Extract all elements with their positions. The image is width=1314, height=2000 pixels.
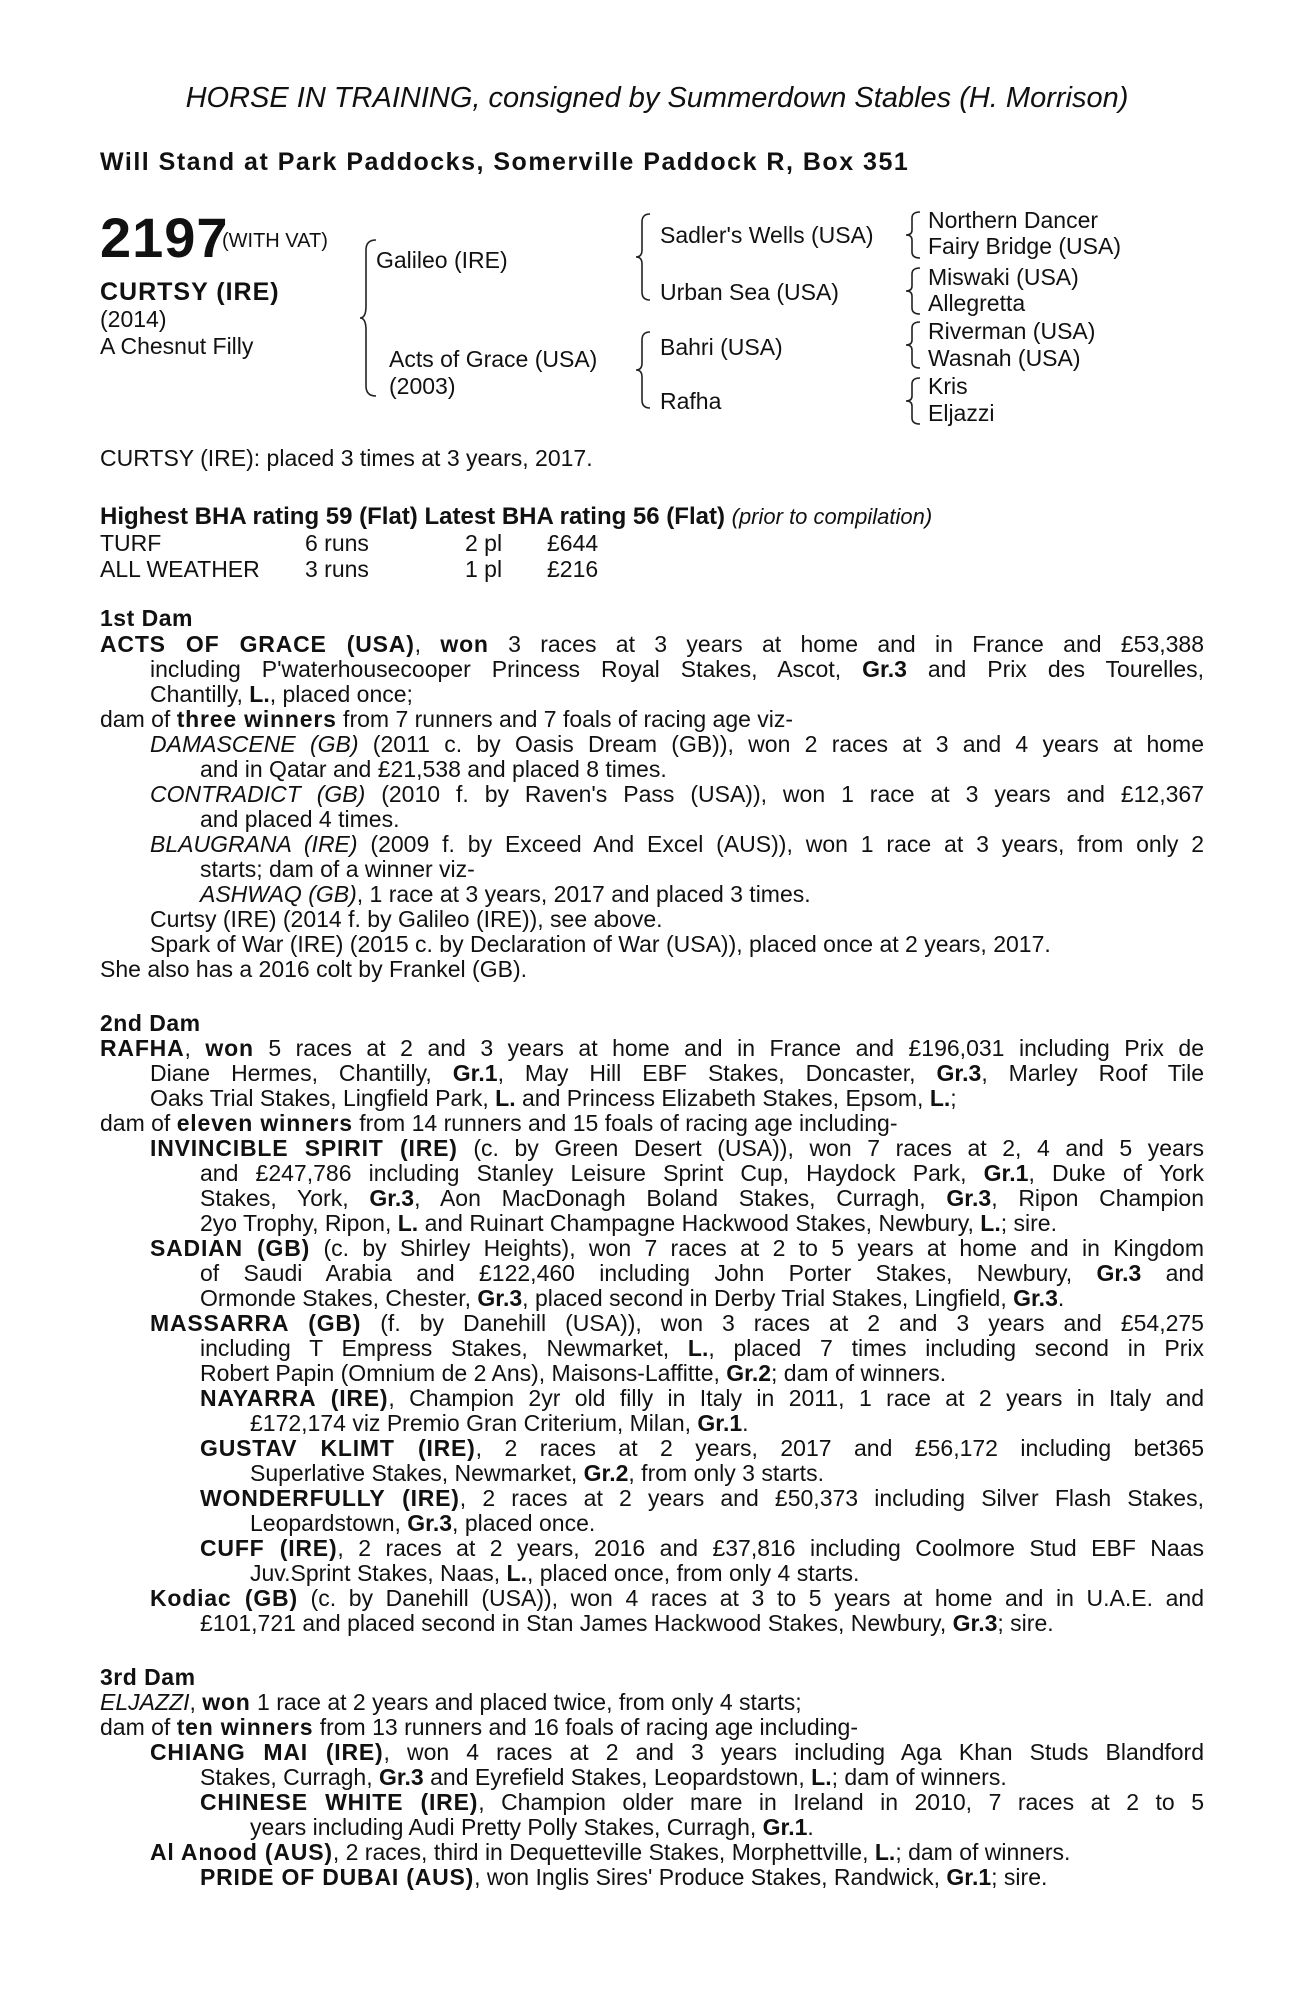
third-dam-line: Al Anood (AUS), 2 races, third in Dequetteville Stakes, Morphettville, L.; dam of winners. [150, 1839, 1071, 1865]
bha-ratings [100, 503, 932, 531]
pedigree-brace-3b [906, 266, 922, 316]
bha-ratings-note: (prior to compilation) [731, 504, 933, 529]
first-dam-line: ASHWAQ (GB), 1 race at 3 years, 2017 and placed 3 times. [200, 881, 811, 907]
second-dam-line: GUSTAV KLIMT (IRE), 2 races at 2 years, 2017 and £56,172 including bet365 [200, 1435, 1205, 1461]
second-dam-line: £101,721 and placed second in Stan James Hackwood Stakes, Newbury, Gr.3; sire. [200, 1610, 1054, 1636]
second-dam-line: WONDERFULLY (IRE), 2 races at 2 years and £50,373 including Silver Flash Stakes, [200, 1485, 1204, 1511]
first-dam-line: Spark of War (IRE) (2015 c. by Declaration of War (USA)), placed once at 2 years, 2017. [150, 931, 1051, 957]
pedigree-dam-sire: Bahri (USA) [660, 334, 783, 360]
third-dam-line: PRIDE OF DUBAI (AUS), won Inglis Sires' Produce Stakes, Randwick, Gr.1; sire. [200, 1864, 1048, 1890]
second-dam-line: MASSARRA (GB) (f. by Danehill (USA)), won 3 races at 2 and 3 years and £54,275 [150, 1310, 1204, 1336]
horse-year: (2014) [100, 306, 167, 332]
second-dam-line: Stakes, York, Gr.3, Aon MacDonagh Boland Stakes, Curragh, Gr.3, Ripon Champion [200, 1185, 1204, 1211]
pedigree-brace-3c [906, 320, 922, 370]
second-dam-line: SADIAN (GB) (c. by Shirley Heights), won 7 races at 2 to 5 years at home and in Kingdom [150, 1235, 1204, 1261]
record-surface: TURF [100, 530, 162, 556]
first-dam-line: CONTRADICT (GB) (2010 f. by Raven's Pass (USA)), won 1 race at 3 years and £12,367 [150, 781, 1204, 807]
third-dam-title: 3rd Dam [100, 1664, 196, 1690]
second-dam-line: dam of eleven winners from 14 runners and 15 foals of racing age including- [100, 1110, 898, 1136]
pedigree-brace-3d [906, 376, 922, 426]
first-dam-line: She also has a 2016 colt by Frankel (GB). [100, 956, 527, 982]
consignment-header: HORSE IN TRAINING, consigned by Summerdown Stables (H. Morrison) [185, 82, 1129, 114]
bha-ratings-text: Highest BHA rating 59 (Flat) Latest BHA rating 56 (Flat) [100, 503, 725, 530]
pedigree-dam: Acts of Grace (USA) [389, 346, 598, 372]
pedigree-g5: Riverman (USA) [928, 318, 1096, 344]
pedigree-sire-sire: Sadler's Wells (USA) [660, 222, 874, 248]
record-runs: 6 runs [305, 530, 369, 556]
first-dam-line: including P'waterhousecooper Princess Royal Stakes, Ascot, Gr.3 and Prix des Tourelles, [150, 656, 1204, 682]
first-dam-line: ACTS OF GRACE (USA), won 3 races at 3 years at home and in France and £53,388 [100, 631, 1205, 657]
first-dam-line: DAMASCENE (GB) (2011 c. by Oasis Dream (GB)), won 2 races at 3 and 4 years at home [150, 731, 1204, 757]
pedigree-brace-3a [906, 210, 922, 260]
lot-number: 2197 [100, 206, 229, 269]
first-dam-line: Curtsy (IRE) (2014 f. by Galileo (IRE)), see above. [150, 906, 663, 932]
pedigree-dam-dam: Rafha [660, 388, 722, 414]
second-dam-line: Ormonde Stakes, Chester, Gr.3, placed second in Derby Trial Stakes, Lingfield, Gr.3. [200, 1285, 1065, 1311]
second-dam-line: Diane Hermes, Chantilly, Gr.1, May Hill EBF Stakes, Doncaster, Gr.3, Marley Roof Tile [150, 1060, 1204, 1086]
second-dam-line: Superlative Stakes, Newmarket, Gr.2, from only 3 starts. [250, 1460, 824, 1486]
pedigree-sire-dam: Urban Sea (USA) [660, 279, 839, 305]
second-dam-line: Kodiac (GB) (c. by Danehill (USA)), won 4 races at 3 to 5 years at home and in U.A.E. and [150, 1585, 1204, 1611]
first-dam-line: and placed 4 times. [200, 806, 400, 832]
third-dam-line: ELJAZZI, won 1 race at 2 years and placed twice, from only 4 starts; [100, 1689, 802, 1715]
second-dam-line: £172,174 viz Premio Gran Criterium, Milan, Gr.1. [250, 1410, 749, 1436]
stand-location: Will Stand at Park Paddocks, Somerville Paddock R, Box 351 [100, 148, 910, 176]
second-dam-line: and £247,786 including Stanley Leisure Sprint Cup, Haydock Park, Gr.1, Duke of York [200, 1160, 1204, 1186]
second-dam-line: RAFHA, won 5 races at 2 and 3 years at home and in France and £196,031 including Prix de [100, 1035, 1204, 1061]
pedigree-g7: Kris [928, 373, 968, 399]
record-runs: 3 runs [305, 556, 369, 582]
pedigree-brace-2a [636, 212, 652, 302]
first-dam-line: Chantilly, L., placed once; [150, 681, 413, 707]
race-summary: CURTSY (IRE): placed 3 times at 3 years, 2017. [100, 445, 593, 471]
pedigree-g1: Northern Dancer [928, 207, 1099, 233]
record-prize: £216 [547, 556, 599, 582]
pedigree-g2: Fairy Bridge (USA) [928, 233, 1121, 259]
vat-note: (WITH VAT) [222, 230, 328, 252]
second-dam-line: INVINCIBLE SPIRIT (IRE) (c. by Green Desert (USA)), won 7 races at 2, 4 and 5 years [150, 1135, 1204, 1161]
pedigree-g6: Wasnah (USA) [928, 345, 1081, 371]
record-placed: 1 pl [465, 556, 503, 582]
second-dam-line: including T Empress Stakes, Newmarket, L., placed 7 times including second in Prix [200, 1335, 1204, 1361]
second-dam-line: Juv.Sprint Stakes, Naas, L., placed once, from only 4 starts. [250, 1560, 860, 1586]
third-dam-line: years including Audi Pretty Polly Stakes, Curragh, Gr.1. [250, 1814, 814, 1840]
pedigree-g3: Miswaki (USA) [928, 264, 1079, 290]
second-dam-line: Leopardstown, Gr.3, placed once. [250, 1510, 596, 1536]
first-dam-line: BLAUGRANA (IRE) (2009 f. by Exceed And Excel (AUS)), won 1 race at 3 years, from only 2 [150, 831, 1204, 857]
third-dam-line: CHIANG MAI (IRE), won 4 races at 2 and 3 years including Aga Khan Studs Blandford [150, 1739, 1205, 1765]
pedigree-g8: Eljazzi [928, 400, 995, 426]
record-surface: ALL WEATHER [100, 556, 260, 582]
pedigree-g4: Allegretta [928, 290, 1026, 316]
third-dam-line: CHINESE WHITE (IRE), Champion older mare in Ireland in 2010, 7 races at 2 to 5 [200, 1789, 1204, 1815]
pedigree-dam-year: (2003) [389, 373, 456, 399]
second-dam-line: NAYARRA (IRE), Champion 2yr old filly in Italy in 2011, 1 race at 2 years in Italy and [200, 1385, 1204, 1411]
second-dam-line: Robert Papin (Omnium de 2 Ans), Maisons-Laffitte, Gr.2; dam of winners. [200, 1360, 947, 1386]
pedigree-brace-2b [636, 330, 652, 410]
record-placed: 2 pl [465, 530, 503, 556]
third-dam-line: Stakes, Curragh, Gr.3 and Eyrefield Stakes, Leopardstown, L.; dam of winners. [200, 1764, 1007, 1790]
second-dam-line: of Saudi Arabia and £122,460 including John Porter Stakes, Newbury, Gr.3 and [200, 1260, 1204, 1286]
first-dam-title: 1st Dam [100, 605, 193, 631]
first-dam-line: starts; dam of a winner viz- [200, 856, 475, 882]
second-dam-title: 2nd Dam [100, 1010, 201, 1036]
second-dam-line: Oaks Trial Stakes, Lingfield Park, L. and Princess Elizabeth Stakes, Epsom, L.; [150, 1085, 957, 1111]
second-dam-line: CUFF (IRE), 2 races at 2 years, 2016 and £37,816 including Coolmore Stud EBF Naas [200, 1535, 1204, 1561]
horse-name: CURTSY (IRE) [100, 278, 280, 306]
third-dam-line: dam of ten winners from 13 runners and 16 foals of racing age including- [100, 1714, 858, 1740]
first-dam-line: dam of three winners from 7 runners and 7 foals of racing age viz- [100, 706, 794, 732]
horse-description: A Chesnut Filly [100, 333, 254, 359]
second-dam-line: 2yo Trophy, Ripon, L. and Ruinart Champagne Hackwood Stakes, Newbury, L.; sire. [200, 1210, 1057, 1236]
first-dam-line: and in Qatar and £21,538 and placed 8 times. [200, 756, 667, 782]
record-prize: £644 [547, 530, 599, 556]
pedigree-sire: Galileo (IRE) [376, 247, 508, 273]
